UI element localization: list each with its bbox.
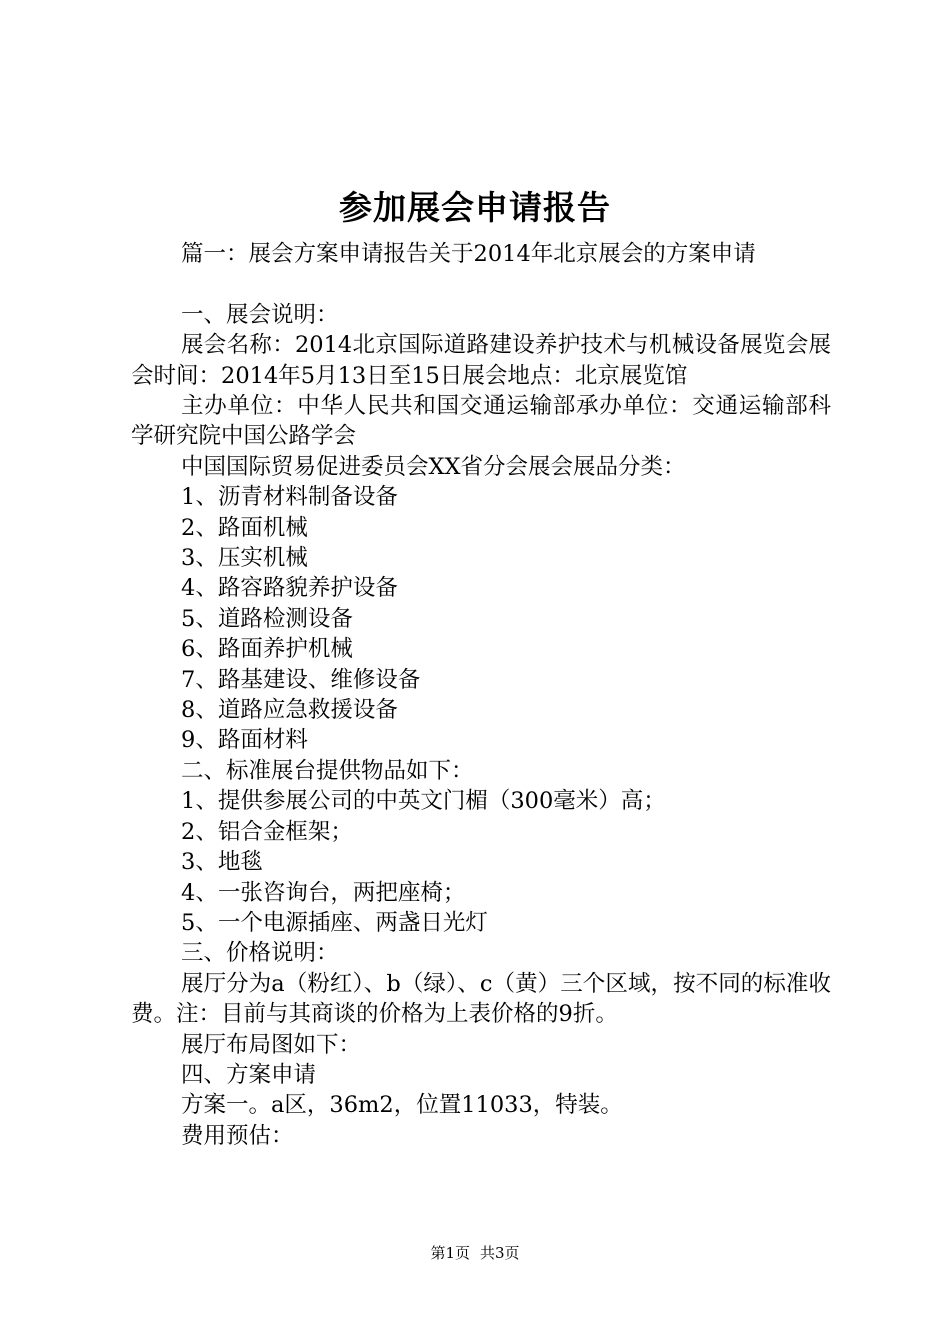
paragraph: 方案一。a区，36m2，位置11033，特装。 — [181, 1092, 623, 1119]
list-item: 2、铝合金框架； — [181, 818, 353, 845]
list-item: 1、沥青材料制备设备 — [181, 484, 398, 511]
paragraph: 展会名称：2014北京国际道路建设养护技术与机械设备展览会展会时间：2014年5月13日至15日展会地点：北京展览馆 — [131, 332, 831, 389]
list-item: 9、路面材料 — [181, 727, 308, 754]
section-heading: 三、价格说明： — [181, 940, 339, 967]
list-item: 6、路面养护机械 — [181, 636, 353, 663]
paragraph: 主办单位：中华人民共和国交通运输部承办单位：交通运输部科学研究院中国公路学会 — [131, 393, 831, 450]
page-number: 第1页 — [430, 1244, 470, 1262]
list-item: 3、地毯 — [181, 849, 263, 876]
page-footer — [0, 1243, 950, 1263]
document-body — [131, 239, 831, 1151]
list-item: 7、路基建设、维修设备 — [181, 666, 421, 693]
list-item: 3、压实机械 — [181, 545, 308, 572]
paragraph: 费用预估： — [181, 1122, 294, 1149]
paragraph: 展厅分为a（粉红）、b（绿）、c（黄）三个区域，按不同的标准收费。注：目前与其商谈的价格为上表价格的9折。 — [131, 970, 831, 1028]
paragraph: 展厅布局图如下： — [181, 1031, 362, 1058]
section-heading: 二、标准展台提供物品如下： — [181, 757, 474, 784]
list-item: 2、路面机械 — [181, 514, 308, 541]
page-total: 共3页 — [480, 1244, 520, 1262]
document-title: 参加展会申请报告 — [339, 188, 611, 227]
paragraph: 中国国际贸易促进委员会XX省分会展会展品分类： — [181, 453, 686, 480]
list-item: 4、路容路貌养护设备 — [181, 575, 398, 602]
blank-line — [131, 269, 831, 299]
section-heading: 一、展会说明： — [181, 301, 339, 328]
paragraph-intro: 篇一：展会方案申请报告关于2014年北京展会的方案申请 — [181, 241, 756, 267]
section-heading: 四、方案申请 — [181, 1061, 317, 1088]
list-item: 1、提供参展公司的中英文门楣（300毫米）高； — [181, 788, 666, 815]
list-item: 5、一个电源插座、两盏日光灯 — [181, 909, 488, 936]
list-item: 8、道路应急救援设备 — [181, 697, 398, 724]
list-item: 4、一张咨询台，两把座椅； — [181, 879, 466, 906]
list-item: 5、道路检测设备 — [181, 605, 353, 632]
